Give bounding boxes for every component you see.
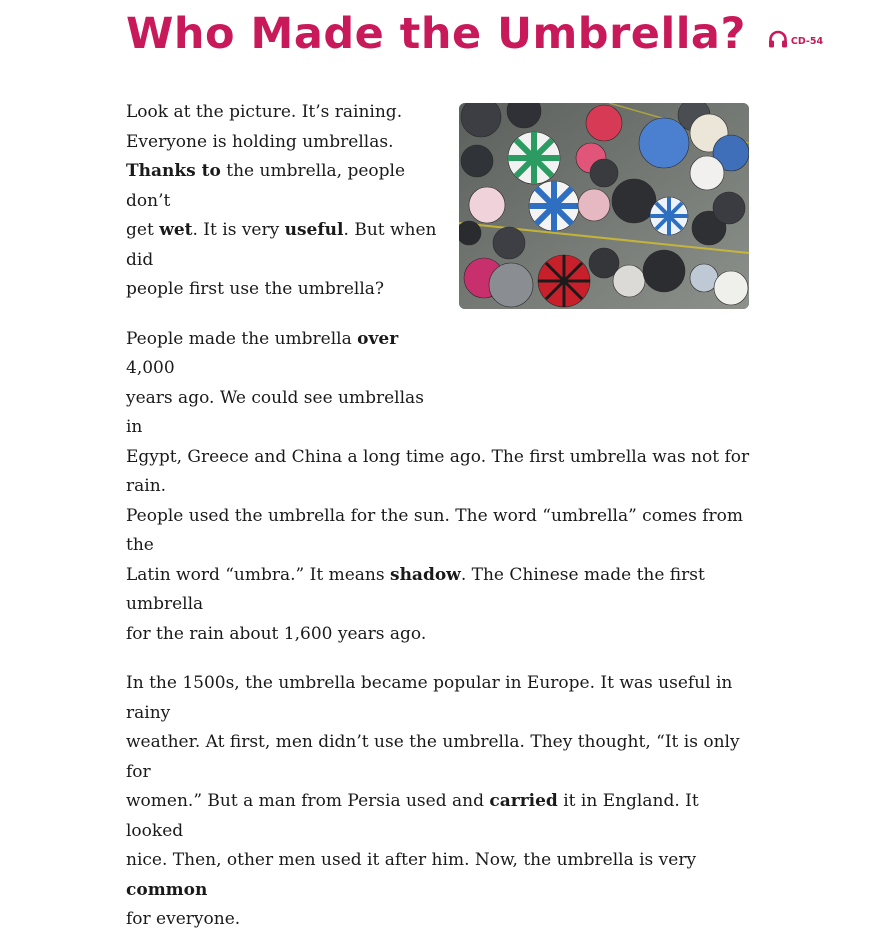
text-span: Latin word “umbra.” It means [126, 564, 390, 585]
keyword-wet: wet [159, 220, 193, 240]
keyword-over: over [357, 328, 399, 349]
page-title: Who Made the Umbrella? [126, 9, 746, 59]
keyword-thanks-to: Thanks to [126, 161, 221, 181]
text-span: nice. Then, other men used it after him. Now, the umbrella is very [126, 850, 697, 870]
paragraph-2-continued [126, 443, 754, 650]
audio-track[interactable] [768, 30, 823, 48]
text-span: for the rain about 1,600 years ago. [126, 623, 427, 644]
paragraph-2 [126, 325, 444, 443]
text-span: for everyone. [126, 909, 241, 929]
keyword-common: common [126, 879, 208, 900]
text-span: Look at the picture. It’s raining. [126, 102, 403, 122]
text-span: 4,000 [126, 358, 175, 378]
text-span: years ago. We could see umbrellas in [126, 387, 424, 437]
text-span: Egypt, Greece and China a long time ago. The first umbrella was not for rain. [126, 446, 750, 496]
text-span: the umbrella, people don’t [126, 161, 406, 211]
title-row [126, 4, 823, 64]
paragraph-1 [126, 98, 444, 305]
text-span: women.” But a man from Persia used and [126, 791, 490, 811]
text-span: Everyone is holding umbrellas. [126, 131, 394, 152]
cd-track-label: CD-54 [790, 35, 824, 47]
text-span: weather. At first, men didn’t use the umbrella. They thought, “It is only for [126, 732, 740, 782]
article-body [126, 98, 754, 935]
keyword-shadow: shadow [390, 564, 461, 585]
paragraph-3 [126, 669, 754, 935]
keyword-useful: useful [284, 220, 344, 240]
keyword-carried: carried [489, 791, 558, 811]
text-span: . But when did [126, 220, 437, 270]
text-span: get [126, 220, 160, 240]
text-span: . It is very [192, 220, 285, 240]
headphones-icon[interactable] [768, 30, 788, 48]
text-span: people first use the umbrella? [126, 279, 385, 299]
text-span: In the 1500s, the umbrella became popular in Europe. It was useful in rainy [126, 673, 733, 723]
text-span: People made the umbrella [126, 328, 358, 349]
text-span: People used the umbrella for the sun. The word “umbrella” comes from the [126, 505, 744, 555]
text-span: . The Chinese made the first umbrella [126, 564, 705, 614]
text-span: it in England. It looked [126, 791, 699, 841]
